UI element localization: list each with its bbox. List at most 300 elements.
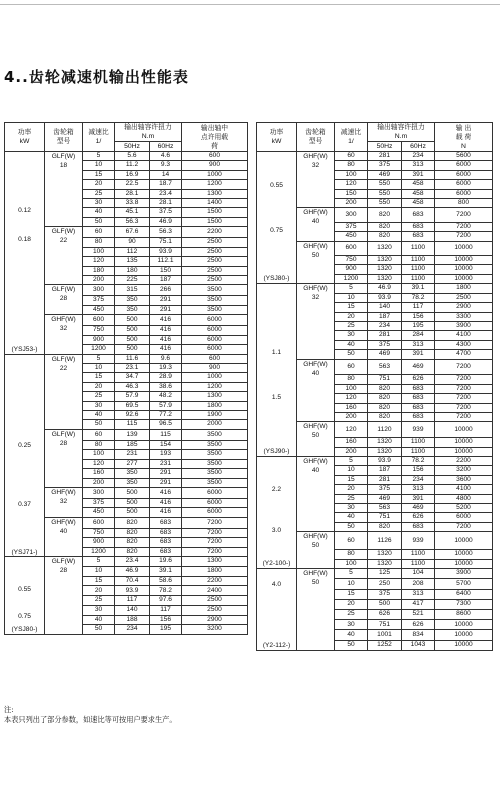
torque-50hz-cell: 180 — [115, 266, 150, 275]
gearbox-model-cell: GHF(W) 32 — [45, 315, 83, 354]
power-cell — [257, 284, 297, 457]
load-cell: 2500 — [182, 238, 248, 247]
torque-50hz-cell: 550 — [368, 189, 402, 198]
gearbox-model-cell: GHF(W) 50 — [297, 241, 335, 284]
load-cell: 1000 — [182, 170, 248, 179]
torque-50hz-cell: 820 — [368, 222, 402, 231]
torque-50hz-cell: 820 — [368, 232, 402, 241]
ratio-cell: 80 — [335, 550, 368, 559]
gearbox-model-cell: GHF(W) 32 — [45, 487, 83, 517]
gearbox-model-cell: GLF(W) 18 — [45, 152, 83, 227]
gearbox-model-cell: GLF(W) 22 — [45, 354, 83, 429]
torque-60hz-cell: 521 — [402, 609, 435, 619]
torque-60hz-cell: 1100 — [402, 559, 435, 568]
ratio-cell: 160 — [83, 469, 115, 478]
torque-60hz-cell: 93.9 — [150, 247, 182, 256]
torque-60hz-cell: 195 — [150, 625, 182, 635]
torque-50hz-cell: 1320 — [368, 241, 402, 255]
power-header-right: 功率 kW — [257, 123, 297, 152]
ratio-cell: 15 — [83, 373, 115, 382]
torque-60hz-cell: 416 — [150, 508, 182, 517]
torque-60hz-cell: 18.7 — [150, 180, 182, 189]
ratio-cell: 15 — [335, 589, 368, 599]
torque-50hz-cell: 550 — [368, 180, 402, 189]
gearbox-model-cell: GHF(W) 40 — [297, 208, 335, 241]
torque-50hz-cell: 1320 — [368, 256, 402, 265]
torque-50hz-cell: 92.6 — [115, 411, 150, 420]
torque-60hz-cell: 458 — [402, 189, 435, 198]
ratio-cell: 5 — [83, 557, 115, 567]
torque-50hz-cell: 117 — [115, 596, 150, 606]
torque-50hz-cell: 28.1 — [115, 189, 150, 198]
gearbox-header-right: 齿轮箱 型号 — [297, 123, 335, 152]
torque-60hz-cell: 150 — [150, 266, 182, 275]
load-cell: 10000 — [435, 241, 493, 255]
load-cell: 7300 — [435, 599, 493, 609]
torque-50hz-cell: 751 — [368, 375, 402, 384]
torque-60hz-cell: 458 — [402, 199, 435, 208]
ratio-cell: 60 — [83, 227, 115, 238]
ratio-cell: 750 — [335, 256, 368, 265]
load-cell: 1400 — [182, 199, 248, 208]
ratio-cell: 600 — [83, 517, 115, 528]
ratio-cell: 25 — [335, 321, 368, 330]
torque-60hz-cell: 416 — [150, 335, 182, 344]
ratio-cell: 10 — [335, 579, 368, 589]
torque-60hz-cell: 683 — [402, 412, 435, 421]
torque-50hz-cell: 375 — [368, 340, 402, 349]
load-cell: 6000 — [435, 513, 493, 522]
torque-50hz-cell: 469 — [368, 170, 402, 179]
load-cell: 1500 — [182, 208, 248, 217]
load-cell: 5200 — [435, 504, 493, 513]
torque-50hz-cell: 33.8 — [115, 199, 150, 208]
power-label: 0.18 — [18, 235, 31, 243]
ratio-cell: 300 — [83, 285, 115, 296]
power-cell — [257, 456, 297, 568]
torque-60hz-cell: 683 — [402, 403, 435, 412]
torque-60hz-cell: 1100 — [402, 274, 435, 283]
load-cell: 1200 — [182, 180, 248, 189]
torque-50hz-cell: 315 — [115, 285, 150, 296]
ratio-cell: 1200 — [83, 345, 115, 354]
ratio-cell: 450 — [83, 508, 115, 517]
ratio-cell: 25 — [83, 392, 115, 401]
power-cell — [5, 152, 45, 355]
table-row — [257, 284, 493, 293]
torque-50hz-cell: 234 — [368, 321, 402, 330]
ratio-cell: 60 — [335, 152, 368, 161]
power-label: (YSJ80-) — [263, 275, 290, 283]
torque-50hz-cell: 277 — [115, 459, 150, 468]
power-cell — [257, 152, 297, 284]
torque-50hz-cell: 93.9 — [115, 586, 150, 596]
ratio-cell: 25 — [335, 609, 368, 619]
header-rule — [0, 4, 500, 5]
gearbox-model-cell: GHF(W) 50 — [297, 422, 335, 457]
ratio-cell: 80 — [335, 161, 368, 170]
torque-50hz-cell: 550 — [368, 199, 402, 208]
ratio-cell: 10 — [83, 161, 115, 170]
ratio-cell: 25 — [83, 189, 115, 198]
load-cell: 3500 — [182, 429, 248, 440]
torque-60hz-cell: 193 — [150, 450, 182, 459]
torque-50hz-cell: 46.9 — [115, 566, 150, 576]
torque-60hz-cell: 939 — [402, 422, 435, 438]
torque-50hz-cell: 375 — [368, 161, 402, 170]
load-cell: 7200 — [435, 522, 493, 531]
load-cell: 2200 — [182, 576, 248, 586]
load-cell: 2200 — [435, 456, 493, 465]
load-cell: 3500 — [182, 285, 248, 296]
load-cell: 10000 — [435, 422, 493, 438]
load-cell: 6400 — [435, 589, 493, 599]
power-label: 0.55 — [270, 182, 283, 190]
torque-50hz-cell: 820 — [368, 384, 402, 393]
ratio-header: 减速比 1/ — [83, 123, 115, 152]
ratio-cell: 20 — [83, 180, 115, 189]
ratio-cell: 40 — [335, 513, 368, 522]
load-cell: 10000 — [435, 447, 493, 456]
torque-50hz-cell: 751 — [368, 513, 402, 522]
load-cell: 5700 — [435, 579, 493, 589]
load-cell: 6000 — [182, 508, 248, 517]
torque-50hz-cell: 500 — [115, 326, 150, 335]
torque-50hz-cell: 820 — [368, 403, 402, 412]
load-cell: 7200 — [435, 403, 493, 412]
torque-50hz-cell: 820 — [115, 528, 150, 537]
ratio-cell: 15 — [335, 475, 368, 484]
power-label: (YSJ80-) — [11, 626, 38, 634]
torque-50hz-cell: 16.9 — [115, 170, 150, 179]
load-cell: 2500 — [182, 257, 248, 266]
ratio-cell: 30 — [83, 199, 115, 208]
torque-60hz-cell: 683 — [402, 222, 435, 231]
ratio-cell: 120 — [83, 459, 115, 468]
torque-60hz-cell: 313 — [402, 340, 435, 349]
load-cell: 3500 — [182, 296, 248, 305]
torque-60hz-cell: 117 — [402, 303, 435, 312]
ratio-cell: 750 — [83, 528, 115, 537]
torque-60hz-cell: 1043 — [402, 640, 435, 650]
torque-50hz-cell: 11.6 — [115, 354, 150, 363]
load-cell: 6000 — [435, 170, 493, 179]
gearbox-model-cell: GLF(W) 28 — [45, 285, 83, 315]
footnote-text: 本表只列出了部分参数，如速比等可按用户要求生产。 — [4, 715, 177, 724]
load-cell: 2000 — [182, 420, 248, 429]
torque-60hz-cell: 469 — [402, 359, 435, 375]
ratio-cell: 120 — [335, 422, 368, 438]
torque-60hz-cell: 683 — [402, 232, 435, 241]
load-cell: 4800 — [435, 494, 493, 503]
load-cell: 1800 — [435, 284, 493, 293]
ratio-cell: 150 — [335, 189, 368, 198]
ratio-cell: 25 — [335, 494, 368, 503]
footnote — [4, 705, 177, 725]
torque-50hz-cell: 820 — [368, 394, 402, 403]
torque-50hz-cell: 250 — [368, 579, 402, 589]
torque-60hz-cell: 156 — [402, 466, 435, 475]
torque-60hz-cell: 417 — [402, 599, 435, 609]
torque-50hz-cell: 281 — [368, 152, 402, 161]
torque-60hz-cell: 117 — [150, 605, 182, 615]
power-label: 0.12 — [18, 206, 31, 214]
torque-50hz-cell: 820 — [368, 522, 402, 531]
load-cell: 4300 — [435, 340, 493, 349]
load-cell: 1900 — [182, 411, 248, 420]
torque-50hz-cell: 820 — [368, 412, 402, 421]
power-label: 1.1 — [271, 348, 282, 356]
torque-60hz-cell: 156 — [150, 615, 182, 625]
ratio-cell: 30 — [335, 620, 368, 630]
torque-50hz-cell: 500 — [115, 499, 150, 508]
torque-60hz-cell: 1100 — [402, 265, 435, 274]
load-cell: 7200 — [435, 208, 493, 222]
torque-60hz-cell: 77.2 — [150, 411, 182, 420]
ratio-cell: 750 — [83, 326, 115, 335]
load-cell: 4100 — [435, 331, 493, 340]
ratio-cell: 200 — [335, 447, 368, 456]
hz50-header: 50Hz — [115, 142, 150, 152]
torque-50hz-cell: 93.9 — [368, 456, 402, 465]
torque-60hz-cell: 626 — [402, 620, 435, 630]
load-cell: 4100 — [435, 485, 493, 494]
torque-60hz-cell: 626 — [402, 513, 435, 522]
load-cell: 3500 — [182, 440, 248, 449]
ratio-cell: 20 — [83, 586, 115, 596]
load-cell: 3500 — [182, 450, 248, 459]
torque-60hz-cell: 37.5 — [150, 208, 182, 217]
power-cell — [5, 557, 45, 635]
ratio-cell: 100 — [335, 170, 368, 179]
torque-50hz-cell: 500 — [115, 315, 150, 326]
power-label: 0.75 — [18, 612, 31, 620]
torque-60hz-cell: 683 — [150, 538, 182, 547]
torque-50hz-cell: 185 — [115, 440, 150, 449]
power-label: (Y2-100-) — [262, 559, 291, 567]
ratio-cell: 200 — [83, 478, 115, 487]
load-cell: 10000 — [435, 265, 493, 274]
page-title: 4..齿轮减速机输出性能表 — [4, 68, 189, 86]
gearbox-model-cell: GHF(W) 40 — [297, 456, 335, 531]
torque-50hz-cell: 188 — [115, 615, 150, 625]
ratio-cell: 5 — [83, 354, 115, 363]
ratio-cell: 30 — [83, 401, 115, 410]
ratio-cell: 375 — [335, 222, 368, 231]
torque-60hz-cell: 683 — [402, 208, 435, 222]
ratio-cell: 10 — [335, 293, 368, 302]
load-cell: 7200 — [435, 359, 493, 375]
torque-50hz-cell: 56.3 — [115, 217, 150, 226]
load-cell: 1000 — [182, 373, 248, 382]
torque-50hz-cell: 93.9 — [368, 293, 402, 302]
torque-60hz-cell: 23.4 — [150, 189, 182, 198]
torque-60hz-cell: 416 — [150, 326, 182, 335]
load-cell: 10000 — [435, 256, 493, 265]
torque-60hz-cell: 313 — [402, 161, 435, 170]
torque-50hz-cell: 500 — [115, 335, 150, 344]
ratio-cell: 80 — [335, 375, 368, 384]
gearbox-model-cell: GLF(W) 28 — [45, 557, 83, 635]
ratio-cell: 20 — [335, 599, 368, 609]
torque-50hz-cell: 820 — [115, 538, 150, 547]
ratio-cell: 40 — [83, 615, 115, 625]
ratio-cell: 300 — [335, 208, 368, 222]
torque-60hz-cell: 9.6 — [150, 354, 182, 363]
torque-60hz-cell: 231 — [150, 459, 182, 468]
ratio-cell: 375 — [83, 296, 115, 305]
power-label: (YSJ90-) — [263, 447, 290, 455]
torque-50hz-cell: 57.9 — [115, 392, 150, 401]
torque-50hz-cell: 45.1 — [115, 208, 150, 217]
load-cell: 7200 — [435, 412, 493, 421]
load-cell: 6000 — [182, 326, 248, 335]
load-cell: 2400 — [182, 586, 248, 596]
gearbox-model-cell: GHF(W) 50 — [297, 569, 335, 651]
ratio-cell: 60 — [335, 359, 368, 375]
ratio-cell: 120 — [83, 257, 115, 266]
power-label: 3.0 — [271, 526, 282, 534]
power-label: 4.0 — [271, 581, 282, 589]
torque-60hz-cell: 416 — [150, 487, 182, 498]
torque-60hz-cell: 1100 — [402, 447, 435, 456]
torque-50hz-cell: 820 — [115, 547, 150, 556]
torque-60hz-cell: 1100 — [402, 438, 435, 447]
torque-60hz-cell: 97.6 — [150, 596, 182, 606]
load-cell: 3500 — [182, 305, 248, 314]
torque-60hz-cell: 391 — [402, 350, 435, 359]
torque-60hz-cell: 46.9 — [150, 217, 182, 226]
ratio-cell: 10 — [83, 364, 115, 373]
torque-50hz-cell: 820 — [368, 208, 402, 222]
torque-50hz-cell: 46.3 — [115, 382, 150, 391]
power-label: 0.25 — [18, 441, 31, 449]
torque-60hz-cell: 9.3 — [150, 161, 182, 170]
gearbox-model-cell: GHF(W) 50 — [297, 532, 335, 569]
ratio-cell: 50 — [335, 640, 368, 650]
power-label: (YSJ53-) — [11, 345, 38, 353]
load-cell: 4700 — [435, 350, 493, 359]
torque-50hz-cell: 46.9 — [368, 284, 402, 293]
load-cell: 1800 — [182, 566, 248, 576]
torque-50hz-cell: 469 — [368, 494, 402, 503]
torque-50hz-cell: 500 — [115, 345, 150, 354]
load-cell: 600 — [182, 354, 248, 363]
ratio-cell: 5 — [335, 456, 368, 465]
hz60-header: 60Hz — [150, 142, 182, 152]
torque-header: 输出轴容许扭力 N.m — [115, 123, 182, 142]
ratio-cell: 20 — [335, 485, 368, 494]
torque-60hz-cell: 834 — [402, 630, 435, 640]
power-label: (Y2-112-) — [262, 641, 291, 649]
torque-60hz-cell: 234 — [402, 152, 435, 161]
torque-60hz-cell: 78.2 — [150, 586, 182, 596]
torque-60hz-cell: 78.2 — [402, 456, 435, 465]
torque-60hz-cell: 234 — [402, 475, 435, 484]
torque-60hz-cell: 313 — [402, 589, 435, 599]
torque-header-right: 输出轴容许扭力 N.m — [368, 123, 435, 142]
torque-60hz-cell: 313 — [402, 485, 435, 494]
torque-50hz-cell: 1320 — [368, 550, 402, 559]
load-cell: 10000 — [435, 438, 493, 447]
torque-60hz-cell: 291 — [150, 296, 182, 305]
torque-60hz-cell: 626 — [402, 375, 435, 384]
load-cell: 2900 — [182, 615, 248, 625]
ratio-cell: 1200 — [83, 547, 115, 556]
ratio-cell: 15 — [83, 170, 115, 179]
load-cell: 2500 — [182, 247, 248, 256]
table-row — [257, 569, 493, 579]
load-cell: 3300 — [435, 312, 493, 321]
load-cell: 1300 — [182, 392, 248, 401]
load-cell: 10000 — [435, 620, 493, 630]
load-cell: 8600 — [435, 609, 493, 619]
torque-50hz-cell: 1126 — [368, 532, 402, 550]
load-cell: 3500 — [182, 469, 248, 478]
torque-60hz-cell: 683 — [402, 522, 435, 531]
load-cell: 1500 — [182, 217, 248, 226]
load-cell: 2500 — [182, 266, 248, 275]
torque-60hz-cell: 56.3 — [150, 227, 182, 238]
ratio-cell: 50 — [83, 420, 115, 429]
torque-50hz-cell: 1001 — [368, 630, 402, 640]
ratio-cell: 50 — [335, 350, 368, 359]
torque-60hz-cell: 39.1 — [150, 566, 182, 576]
load-cell: 6000 — [182, 335, 248, 344]
torque-50hz-cell: 1320 — [368, 438, 402, 447]
torque-50hz-cell: 500 — [115, 487, 150, 498]
ratio-cell: 60 — [335, 532, 368, 550]
ratio-cell: 5 — [83, 152, 115, 161]
torque-60hz-cell: 416 — [150, 345, 182, 354]
torque-60hz-cell: 683 — [402, 384, 435, 393]
torque-50hz-cell: 139 — [115, 429, 150, 440]
power-label: 2.2 — [271, 486, 282, 494]
torque-50hz-cell: 115 — [115, 420, 150, 429]
load-cell: 600 — [182, 152, 248, 161]
load-cell: 7200 — [182, 517, 248, 528]
torque-50hz-cell: 751 — [368, 620, 402, 630]
load-header: 输出轴中 点许用载 荷 — [182, 123, 248, 152]
gearbox-model-cell: GLF(W) 22 — [45, 227, 83, 285]
load-cell: 1800 — [182, 401, 248, 410]
hz50-header-right: 50Hz — [368, 142, 402, 152]
torque-60hz-cell: 75.1 — [150, 238, 182, 247]
load-cell: 7200 — [182, 538, 248, 547]
torque-50hz-cell: 563 — [368, 359, 402, 375]
torque-50hz-cell: 1252 — [368, 640, 402, 650]
torque-50hz-cell: 626 — [368, 609, 402, 619]
ratio-cell: 50 — [83, 625, 115, 635]
torque-60hz-cell: 291 — [150, 469, 182, 478]
torque-50hz-cell: 1320 — [368, 447, 402, 456]
torque-50hz-cell: 90 — [115, 238, 150, 247]
load-cell: 10000 — [435, 630, 493, 640]
torque-60hz-cell: 391 — [402, 170, 435, 179]
torque-50hz-cell: 11.2 — [115, 161, 150, 170]
load-cell: 2500 — [182, 275, 248, 284]
ratio-cell: 20 — [335, 312, 368, 321]
torque-50hz-cell: 5.6 — [115, 152, 150, 161]
torque-60hz-cell: 28.9 — [150, 373, 182, 382]
load-cell: 6000 — [435, 189, 493, 198]
ratio-cell: 100 — [83, 247, 115, 256]
load-cell: 7200 — [435, 375, 493, 384]
ratio-cell: 600 — [335, 241, 368, 255]
torque-50hz-cell: 234 — [115, 625, 150, 635]
right-performance-table — [256, 122, 493, 651]
power-cell — [257, 569, 297, 651]
